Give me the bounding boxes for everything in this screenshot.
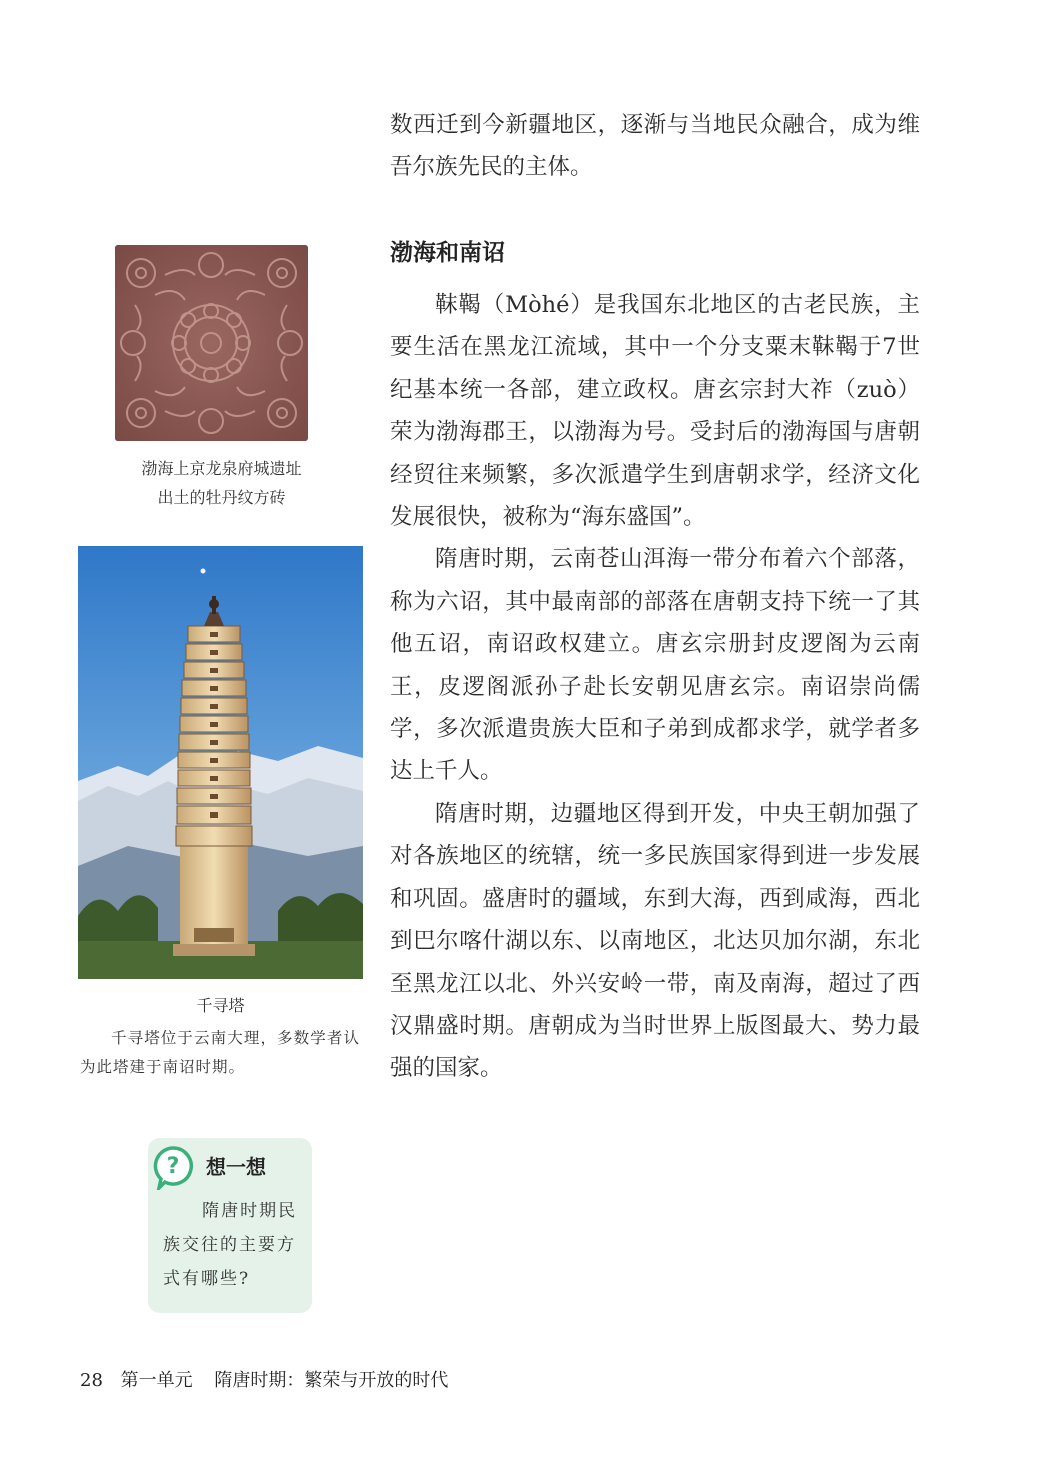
paragraph-nanzhao: 隋唐时期，云南苍山洱海一带分布着六个部落，称为六诏，其中最南部的部落在唐朝支持下统一了其他五诏，南诏政权建立。唐玄宗册封皮逻阁为云南王，皮逻阁派孙子赴长安朝见唐玄宗。南诏崇尚儒学，多次派遣贵族大臣和子弟到成都求学，就学者多达上千人。 bbox=[390, 546, 920, 785]
page-number: 28 bbox=[80, 1370, 103, 1391]
pagoda-illustration bbox=[78, 546, 363, 979]
tile-caption-line1: 渤海上京龙泉府城遗址 bbox=[141, 459, 302, 478]
tile-caption-line2: 出土的牡丹纹方砖 bbox=[157, 488, 286, 507]
paragraph-frontier: 隋唐时期，边疆地区得到开发，中央王朝加强了对各族地区的统辖，统一多民族国家得到进一步发展和巩固。盛唐时的疆域，东到大海，西到咸海，西北到巴尔喀什湖以东、以南地区，北达贝加尔湖，东北至黑龙江以北、外兴安岭一带，南及南海，超过了西汉鼎盛时期。唐朝成为当时世界上版图最大、势力最强的国家。 bbox=[390, 800, 920, 1082]
paragraph-mohe: 靺鞨（Mòhé）是我国东北地区的古老民族，主要生活在黑龙江流域，其中一个分支粟末靺鞨于7世纪基本统一各部，建立政权。唐玄宗封大祚（zuò）荣为渤海郡王，以渤海为号。受封后的渤海国与唐朝经贸往来频繁，多次派遣学生到唐朝求学，经济文化发展很快，被称为“海东盛国”。 bbox=[390, 292, 920, 531]
section-heading: 渤海和南诏 bbox=[390, 239, 505, 266]
peony-brick-image bbox=[115, 245, 308, 441]
paragraph-text: 数西迁到今新疆地区，逐渐与当地民众融合，成为维吾尔族先民的主体。 bbox=[390, 112, 920, 181]
peony-pattern-graphic bbox=[115, 245, 308, 441]
page-footer bbox=[80, 1366, 448, 1392]
question-bubble-icon bbox=[153, 1146, 193, 1190]
unit-title: 隋唐时期：繁荣与开放的时代 bbox=[214, 1370, 449, 1391]
think-box-title: 想一想 bbox=[206, 1155, 266, 1179]
continued-paragraph bbox=[390, 104, 920, 189]
tile-caption bbox=[80, 454, 363, 512]
section-body bbox=[390, 284, 920, 1090]
pagoda-title: 千寻塔 bbox=[196, 996, 245, 1015]
pagoda-description: 千寻塔位于云南大理，多数学者认为此塔建于南诏时期。 bbox=[80, 1029, 360, 1076]
unit-label: 第一单元 bbox=[120, 1370, 193, 1391]
qianxun-pagoda-photo bbox=[78, 546, 363, 979]
think-box-question: 隋唐时期民族交往的主要方式有哪些? bbox=[163, 1201, 298, 1289]
svg-text:?: ? bbox=[166, 1154, 180, 1179]
